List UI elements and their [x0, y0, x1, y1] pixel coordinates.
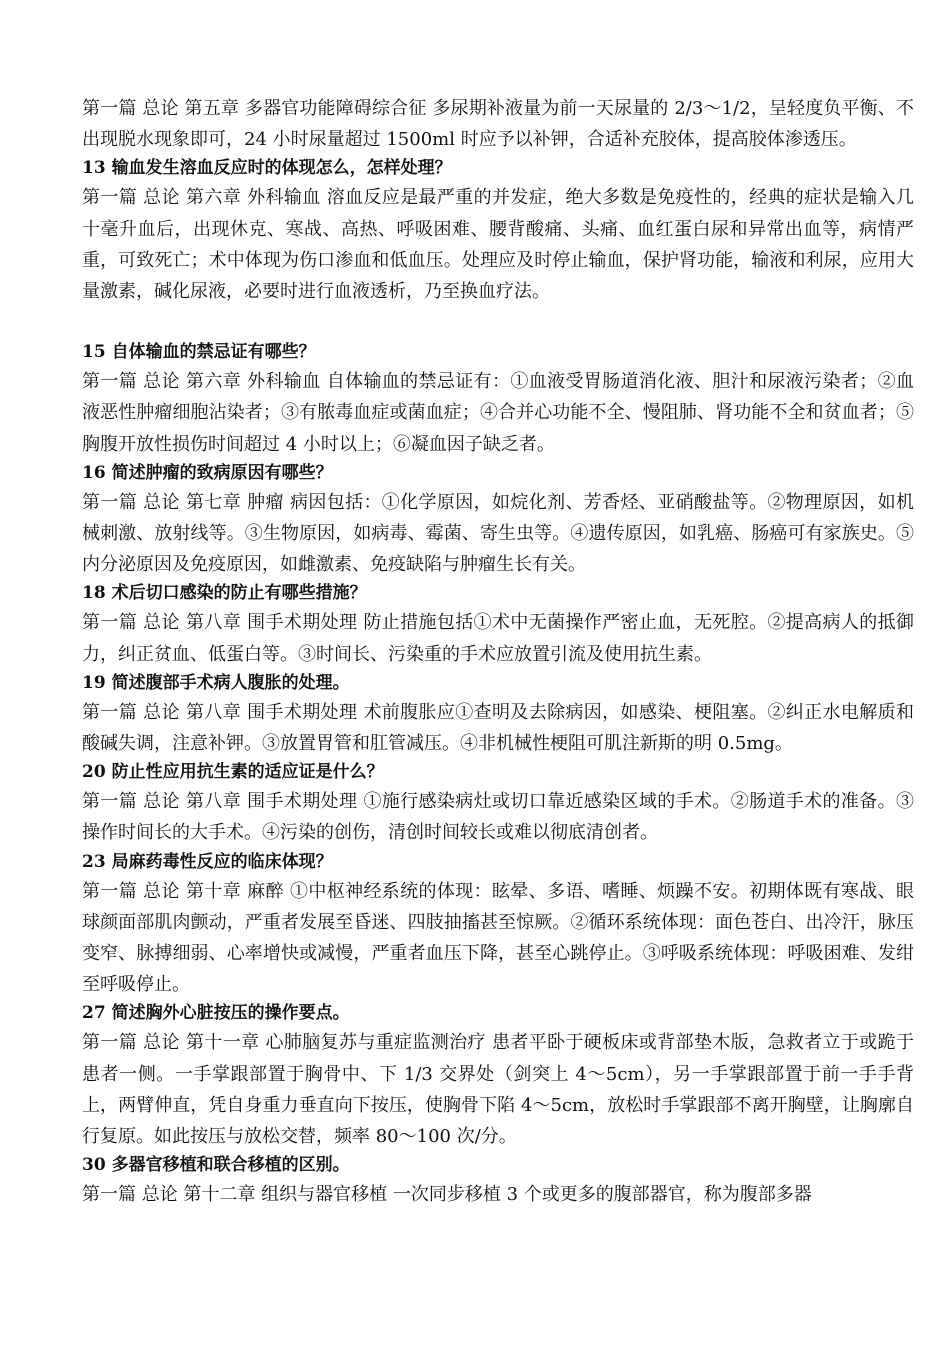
blank-line	[82, 307, 914, 339]
answer-27-paragraph: 第一篇 总论 第十一章 心肺脑复苏与重症监测治疗 患者平卧于硬板床或背部垫木版，急救者立于或跪于患者一侧。一手掌跟部置于胸骨中、下 1/3 交界处（剑突上 4～5cm），另一手掌跟部置于前一手手背上，两臂伸直，凭自身重力垂直向下按压，使胸骨下陷 4～5cm，放松时手掌跟部不离开胸壁，让胸廓自行复原。如此按压与放松交替，频率 80～100 次/分。	[82, 1032, 914, 1148]
question-23-heading: 23 局麻药毒性反应的临床体现？	[82, 851, 333, 872]
answer-30-paragraph: 第一篇 总论 第十二章 组织与器官移植 一次同步移植 3 个或更多的腹部器官，称为腹部多器	[82, 1184, 812, 1206]
answer-18-paragraph: 第一篇 总论 第八章 围手术期处理 防止措施包括①术中无菌操作严密止血，无死腔。②提高病人的抵御力，纠正贫血、低蛋白等。③时间长、污染重的手术应放置引流及使用抗生素。	[82, 612, 914, 665]
answer-20-paragraph: 第一篇 总论 第八章 围手术期处理 ①施行感染病灶或切口靠近感染区域的手术。②肠道手术的准备。③操作时间长的大手术。④污染的创伤，清创时间较长或难以彻底清创者。	[82, 791, 914, 844]
answer-19-paragraph: 第一篇 总论 第八章 围手术期处理 术前腹胀应①查明及去除病因，如感染、梗阻塞。②纠正水电解质和酸碱失调，注意补钾。③放置胃管和肛管减压。④非机械性梗阻可肌注新斯的明 0.5mg。	[82, 701, 914, 755]
question-15-heading: 15 自体输血的禁忌证有哪些？	[82, 342, 316, 363]
question-20-heading: 20 防止性应用抗生素的适应证是什么？	[82, 762, 384, 783]
answer-23-paragraph: 第一篇 总论 第十章 麻醉 ①中枢神经系统的体现：眩晕、多语、嗜睡、烦躁不安。初期体既有寒战、眼球颜面部肌肉颤动，严重者发展至昏迷、四肢抽搐甚至惊厥。②循环系统体现：面色苍白、出冷汗，脉压变窄、脉搏细弱、心率增快或减慢，严重者血压下降，甚至心跳停止。③呼吸系统体现：呼吸困难、发绀至呼吸停止。	[82, 880, 914, 996]
answer-13-paragraph: 第一篇 总论 第六章 外科输血 溶血反应是最严重的并发症，绝大多数是免疫性的，经典的症状是输入几十毫升血后，出现休克、寒战、高热、呼吸困难、腰背酸痛、头痛、血红蛋白尿和异常出血等，病情严重，可致死亡；术中体现为伤口渗血和低血压。处理应及时停止输血，保护肾功能，输液和利尿，应用大量激素，碱化尿液，必要时进行血液透析，乃至换血疗法。	[82, 187, 914, 303]
answer-16-paragraph: 第一篇 总论 第七章 肿瘤 病因包括：①化学原因，如烷化剂、芳香烃、亚硝酸盐等。②物理原因，如机械刺激、放射线等。③生物原因，如病毒、霉菌、寄生虫等。④遗传原因，如乳癌、肠癌可有家族史。⑤内分泌原因及免疫原因，如雌激素、免疫缺陷与肿瘤生长有关。	[82, 491, 914, 576]
question-16-heading: 16 简述肿瘤的致病原因有哪些？	[82, 462, 333, 483]
answer-15-paragraph: 第一篇 总论 第六章 外科输血 自体输血的禁忌证有：①血液受胃肠道消化液、胆汁和尿液污染者；②血液恶性肿瘤细胞沾染者；③有脓毒血症或菌血症；④合并心功能不全、慢阻肺、肾功能不全和贫血者；⑤胸腹开放性损伤时间超过 4 小时以上；⑥凝血因子缺乏者。	[82, 371, 914, 455]
paragraph-mods-fluid: 第一篇 总论 第五章 多器官功能障碍综合征 多尿期补液量为前一天尿量的 2/3～1/2，呈轻度负平衡、不出现脱水现象即可，24 小时尿量超过 1500ml 时应予以补钾，合适补充胶体，提高胶体渗透压。	[82, 98, 914, 151]
question-18-heading: 18 术后切口感染的防止有哪些措施？	[82, 583, 367, 604]
question-19-heading: 19 简述腹部手术病人腹胀的处理。	[82, 672, 350, 693]
question-13-heading: 13 输血发生溶血反应时的体现怎么，怎样处理？	[82, 158, 452, 179]
document-page	[82, 93, 914, 1210]
question-30-heading: 30 多器官移植和联合移植的区别。	[82, 1155, 350, 1176]
question-27-heading: 27 简述胸外心脏按压的操作要点。	[82, 1003, 350, 1024]
